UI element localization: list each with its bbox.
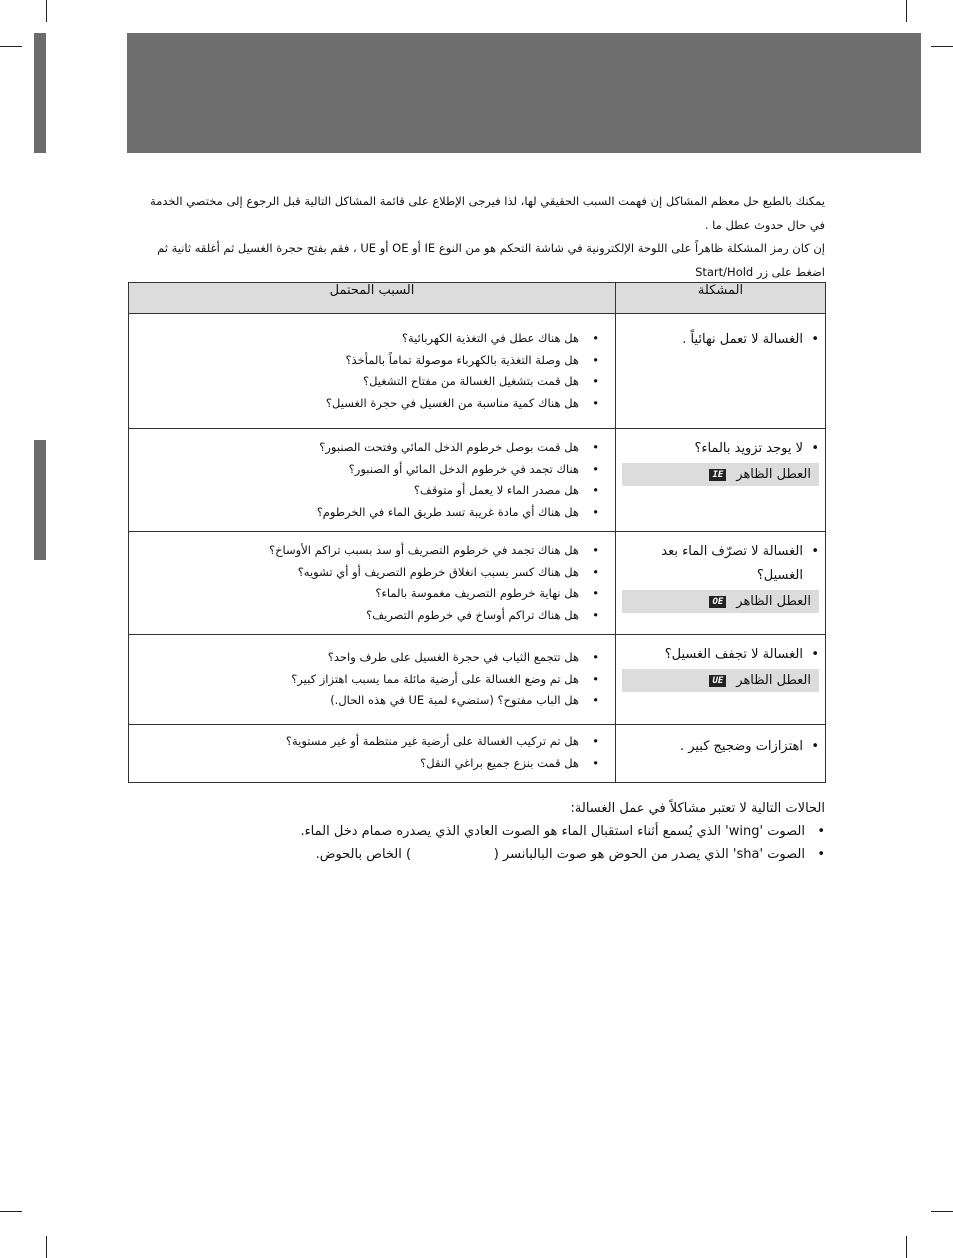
cause-text: هل وصلة التغذية بالكهرباء موصولة تماماً بالمأخذ؟: [345, 352, 579, 367]
cause-text: هل مصدر الماء لا يعمل أو متوقف؟: [413, 483, 579, 497]
crop-mark: [931, 46, 953, 47]
crop-mark: [0, 1211, 22, 1212]
list-item: [141, 562, 599, 584]
list-item: [141, 731, 599, 753]
list-item: [141, 605, 599, 627]
table-header-row: [129, 283, 826, 314]
crop-mark: [46, 1236, 47, 1258]
bullet: •: [592, 564, 599, 579]
bullet: •: [592, 483, 599, 497]
cause-text: هل الباب مفتوح؟ (ستضيء لمبة UE في هذه الحال.): [330, 693, 579, 707]
cause-cell: [129, 532, 616, 635]
troubleshooting-table: [128, 282, 826, 783]
bullet: •: [592, 755, 599, 770]
problem-text: الغسالة لا تجفف الغسيل؟: [664, 647, 803, 662]
cause-text: هل تم تركيب الغسالة على أرضية غير منتظمة أو غير مستوية؟: [285, 734, 579, 748]
error-code-badge: IE: [709, 469, 726, 481]
bullet: •: [811, 647, 819, 662]
cause-text: هل تتجمع الثياب في حجرة الغسيل على طرف واحد؟: [327, 650, 579, 664]
list-item: [141, 393, 599, 415]
note-text: الصوت 'sha' الذي يصدر من الحوض هو صوت البالبانسر ( ) الخاص بالحوض.: [315, 847, 805, 862]
error-label: العطل الظاهر: [736, 593, 811, 609]
bullet: •: [592, 607, 599, 622]
cause-cell: [129, 725, 616, 783]
list-item: [200, 820, 825, 843]
header-band: [127, 33, 921, 153]
cause-text: هل نهاية خرطوم التصريف مغموسة بالماء؟: [375, 586, 579, 600]
notes-title: الحالات التالية لا تعتبر مشاكلاً في عمل الغسالة:: [570, 801, 825, 816]
bullet: •: [592, 693, 599, 707]
error-display-bar: [622, 463, 819, 486]
error-display-bar: [622, 669, 819, 692]
side-tab-top: [34, 33, 46, 153]
problem-cell: [616, 635, 826, 725]
normal-conditions-notes: [200, 797, 825, 866]
bullet: •: [592, 461, 599, 476]
crop-mark: [0, 46, 22, 47]
list-item: [141, 350, 599, 372]
cause-text: هل هناك تجمد في خرطوم التصريف أو سد بسبب تراكم الأوساخ؟: [269, 543, 579, 557]
cause-cell: [129, 635, 616, 725]
cause-text: هل هناك أي مادة غريبة تسد طريق الماء في الخرطوم؟: [316, 504, 579, 519]
problem-text: الغسالة لا تعمل نهائياً .: [682, 332, 803, 347]
cause-text: هل قمت بوصل خرطوم الدخل المائي وفتحت الصنبور؟: [319, 440, 579, 454]
bullet: •: [811, 739, 819, 754]
bullet: •: [811, 441, 819, 456]
error-code-badge: OE: [709, 596, 726, 608]
list-item: [141, 583, 599, 605]
problem-text: اهتزازات وضجيج كبير .: [679, 739, 803, 754]
cause-text: هل هناك تراكم أوساخ في خرطوم التصريف؟: [366, 607, 579, 622]
bullet: •: [817, 824, 825, 839]
bullet: •: [817, 847, 825, 862]
cause-text: هل تم وضع الغسالة على أرضية مائلة مما يسبب اهتزاز كبير؟: [291, 671, 579, 686]
table-row: [129, 429, 826, 532]
problem-cell: [616, 314, 826, 429]
table-row: [129, 635, 826, 725]
bullet: •: [592, 586, 599, 600]
list-item: [141, 540, 599, 562]
cause-cell: [129, 314, 616, 429]
problem-text: لا يوجد تزويد بالماء؟: [694, 441, 803, 456]
list-item: [141, 328, 599, 350]
error-display-bar: [622, 590, 819, 613]
error-label: العطل الظاهر: [736, 672, 811, 688]
list-item: [141, 690, 599, 712]
bullet: •: [592, 440, 599, 454]
note-text: الصوت 'wing' الذي يُسمع أثناء استقبال الماء هو الصوت العادي الذي يصدره صمام دخل الماء.: [300, 824, 805, 839]
cause-text: هل هناك عطل في التغذية الكهربائية؟: [401, 331, 579, 345]
problem-cell: [616, 532, 826, 635]
cause-text: هل هناك كمية مناسبة من الغسيل في حجرة الغسيل؟: [325, 395, 579, 410]
bullet: •: [592, 543, 599, 557]
cause-cell: [129, 429, 616, 532]
bullet: •: [592, 650, 599, 664]
error-label: العطل الظاهر: [736, 466, 811, 482]
crop-mark: [906, 1236, 907, 1258]
bullet: •: [592, 395, 599, 410]
bullet: •: [592, 374, 599, 388]
problem-cell: [616, 725, 826, 783]
problem-text: الغسالة لا تصرّف الماء بعد الغسيل؟: [661, 544, 803, 583]
cause-text: هل هناك كسر بسبب انغلاق خرطوم التصريف أو أي تشويه؟: [297, 564, 579, 579]
crop-mark: [906, 0, 907, 22]
table-row: [129, 314, 826, 429]
intro-text: [137, 190, 825, 284]
bullet: •: [592, 331, 599, 345]
list-item: [141, 647, 599, 669]
bullet: •: [811, 332, 819, 347]
intro-line-1: يمكنك بالطبع حل معظم المشاكل إن فهمت السبب الحقيقي لها، لذا فيرجى الإطلاع على قائمة المشاكل التالية قبل الرجوع إلى مختصي الخدمة في حال حدوث عطل ما .: [150, 194, 825, 232]
crop-mark: [931, 1211, 953, 1212]
side-tab-middle: [34, 440, 46, 560]
list-item: [200, 843, 825, 866]
bullet: •: [592, 352, 599, 367]
list-item: [141, 669, 599, 691]
list-item: [141, 459, 599, 481]
header-problem: المشكلة: [616, 283, 826, 314]
problem-cell: [616, 429, 826, 532]
list-item: [141, 437, 599, 459]
error-code-badge: UE: [709, 675, 726, 687]
crop-mark: [46, 0, 47, 22]
cause-text: هل قمت بتشغيل الغسالة من مفتاح التشغيل؟: [362, 374, 579, 388]
bullet: •: [592, 504, 599, 519]
cause-text: هناك تجمد في خرطوم الدخل المائي أو الصنبور؟: [348, 461, 579, 476]
table-row: [129, 725, 826, 783]
list-item: [141, 371, 599, 393]
intro-line-2: إن كان رمز المشكلة ظاهراً على اللوحة الإلكترونية في شاشة التحكم هو من النوع IE أو OE أو UE ، فقم بفتح حجرة الغسيل ثم أغلقه ثانية ثم اضغط على زر Start/Hold: [157, 241, 825, 279]
table-row: [129, 532, 826, 635]
bullet: •: [592, 671, 599, 686]
cause-text: هل قمت بنزع جميع براغي النقل؟: [420, 755, 579, 770]
bullet: •: [811, 544, 819, 559]
bullet: •: [592, 734, 599, 748]
list-item: [141, 502, 599, 524]
list-item: [141, 753, 599, 775]
header-cause: السبب المحتمل: [129, 283, 616, 314]
list-item: [141, 480, 599, 502]
